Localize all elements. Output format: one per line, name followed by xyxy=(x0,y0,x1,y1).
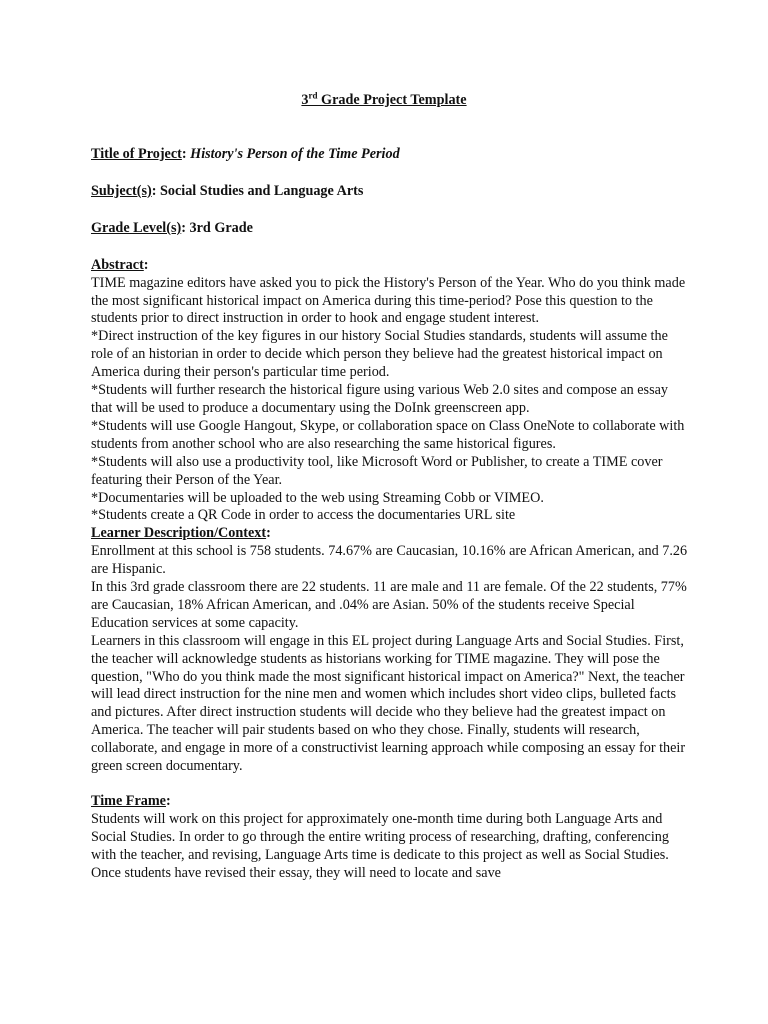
document-body xyxy=(91,146,689,883)
learner-paragraph: In this 3rd grade classroom there are 22 students. 11 are male and 11 are female. Of the 22 students, 77% are Caucasian, 18% African American, and .04% are Asian. 50% of the students receive Special Education services at some capacity. xyxy=(91,579,687,631)
learner-paragraph: Enrollment at this school is 758 students. 74.67% are Caucasian, 10.16% are African American, and 7.26 are Hispanic. xyxy=(91,543,688,578)
subjects-field: Subject(s): Social Studies and Language Arts xyxy=(91,182,364,199)
project-title-field: Title of Project: History's Person of the Time Period xyxy=(91,146,400,162)
learner-description-heading: Learner Description/Context: xyxy=(91,525,271,542)
learner-paragraph: Learners in this classroom will engage in this EL project during Language Arts and Social Studies. First, the teacher will acknowledge students as historians working for TIME magazine. They will pose the question, "Who do you think made the most significant historical impact on America?" Next, the teacher will lead direct instruction for the nine men and women which includes short video clips, bulleted facts and pictures. After direct instruction students will decide who they believe had the greatest impact on America. The teacher will pair students based on who they chose. Finally, students will research, collaborate, and engage in more of a constructivist learning approach while composing an essay for their green screen documentary. xyxy=(91,632,686,775)
title-number: 3 xyxy=(301,92,309,108)
abstract-heading: Abstract: xyxy=(91,256,149,273)
time-frame-heading: Time Frame: xyxy=(91,793,171,809)
grade-level-value: 3rd Grade xyxy=(189,219,253,236)
title-rest: Grade Project Template xyxy=(317,92,467,108)
abstract-bullet: *Documentaries will be uploaded to the web using Streaming Cobb or VIMEO. xyxy=(91,489,544,506)
project-title-label: Title of Project xyxy=(91,146,182,162)
subjects-label: Subject(s) xyxy=(91,182,152,199)
page-title xyxy=(0,92,768,110)
project-title-value: History's Person of the Time Period xyxy=(190,146,400,162)
abstract-intro: TIME magazine editors have asked you to pick the History's Person of the Year. Who do you think made the most significant historical impact on America during this time-period? Pose this question to the students prior to direct instruction in order to hook and engage student interest. xyxy=(91,274,686,327)
subjects-value: Social Studies and Language Arts xyxy=(159,182,364,199)
abstract-bullet: *Students create a QR Code in order to access the documentaries URL site xyxy=(91,507,516,524)
grade-level-label: Grade Level(s) xyxy=(91,219,182,236)
title-ordinal-suffix: rd xyxy=(308,90,318,101)
abstract-bullet: *Students will use Google Hangout, Skype, or collaboration space on Class OneNote to collaborate with students from another school who are also researching the same historical figures. xyxy=(91,417,685,452)
grade-level-field: Grade Level(s): 3rd Grade xyxy=(91,219,253,236)
abstract-bullet: *Students will also use a productivity tool, like Microsoft Word or Publisher, to create a TIME cover featuring their Person of the Year. xyxy=(91,453,663,488)
abstract-bullet: *Students will further research the historical figure using various Web 2.0 sites and compose an essay that will be used to produce a documentary using the DoInk greenscreen app. xyxy=(91,382,668,416)
abstract-bullet: *Direct instruction of the key figures in our history Social Studies standards, students will assume the role of an historian in order to decide which person they believe had the greatest historical impact on America during their person's particular time period. xyxy=(91,328,668,381)
time-frame-text: Students will work on this project for approximately one-month time during both Language Arts and Social Studies. In order to go through the entire writing process of researching, drafting, conferencing with the teacher, and revising, Language Arts time is dedicate to this project as well as Social Studies. Once students have revised their essay, they will need to locate and save xyxy=(91,810,669,881)
section-spacer xyxy=(91,776,689,793)
